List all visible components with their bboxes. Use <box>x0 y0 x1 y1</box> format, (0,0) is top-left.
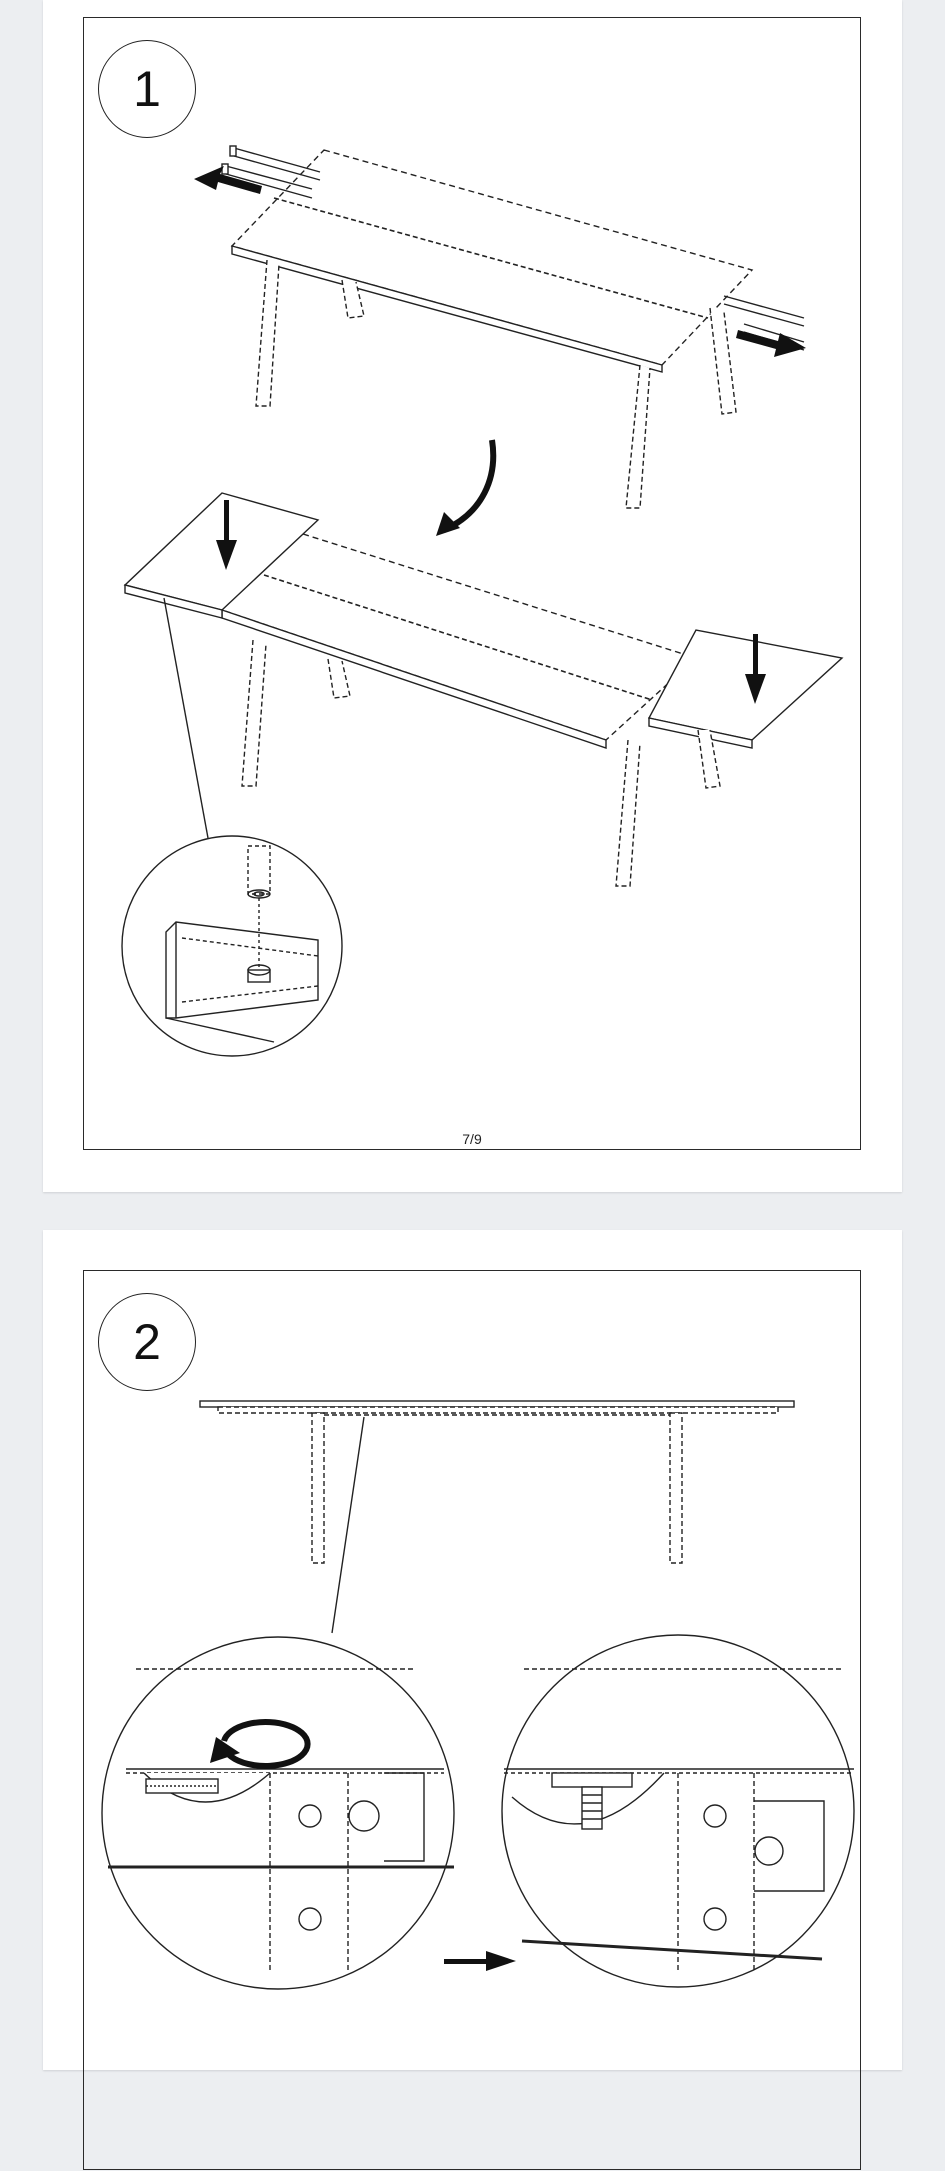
illustration-frame <box>83 1270 861 2170</box>
detail-magnifier-after <box>502 1635 854 1987</box>
table-extension-illustration <box>84 18 862 1151</box>
page-number: 7/9 <box>462 1131 482 1147</box>
illustration-frame <box>83 17 861 1150</box>
detail-magnifier-before <box>102 1637 454 1989</box>
manual-page-1 <box>43 0 902 1192</box>
arrow-icon <box>736 330 806 357</box>
step-number: 2 <box>133 1314 161 1370</box>
detail-magnifier <box>122 836 342 1056</box>
manual-page-2 <box>43 1230 902 2070</box>
table-side-view <box>200 1401 794 1633</box>
arrow-icon <box>444 1951 516 1971</box>
leveling-illustration <box>84 1271 862 2171</box>
step-number: 1 <box>133 61 161 117</box>
curved-arrow-icon <box>436 440 493 536</box>
table-closed-drawing <box>222 146 804 508</box>
